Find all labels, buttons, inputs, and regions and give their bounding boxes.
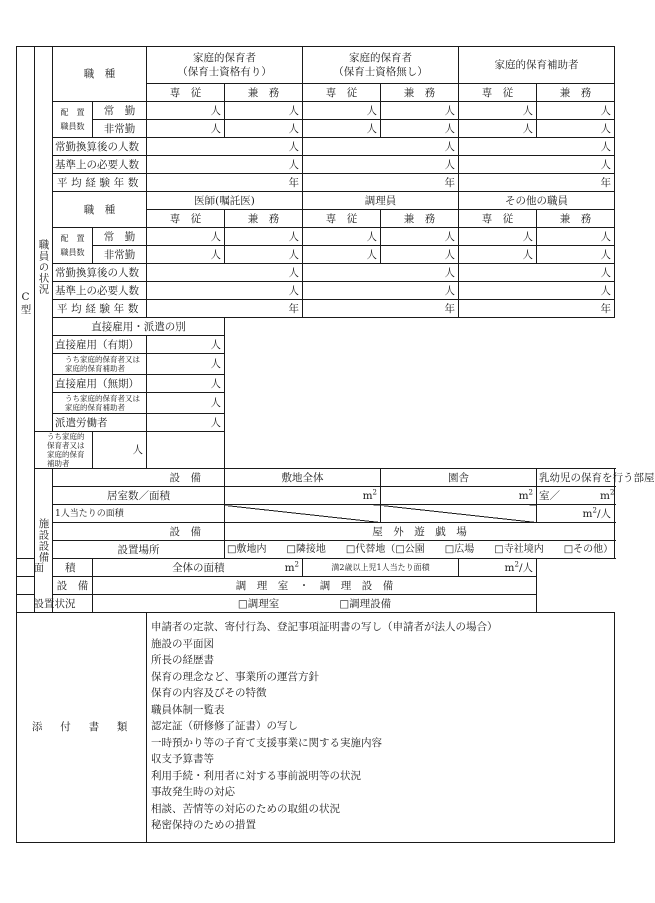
attachment-item: 認定証（研修修了証書）の写し <box>151 720 298 732</box>
count-cell[interactable]: 人 <box>303 282 459 300</box>
attachment-item: 申請者の定款、寄付行為、登記事項証明書の写し（申請者が法人の場合） <box>151 621 498 633</box>
count-cell[interactable]: 人 <box>459 228 537 246</box>
count-cell[interactable]: 人 <box>459 246 537 264</box>
count-cell[interactable]: 人 <box>147 414 225 432</box>
year-cell[interactable]: 年 <box>303 300 459 318</box>
count-cell[interactable]: 人 <box>147 246 225 264</box>
count-cell[interactable]: 人 <box>147 120 225 138</box>
avg-exp-label: 平均経験年数 <box>53 300 147 318</box>
facility-section-label: 施設設備 <box>35 469 53 613</box>
attachment-item: 保育の理念など、事業所の運営方針 <box>151 670 319 683</box>
setsubi-label: 設 備 <box>147 469 225 487</box>
required-label: 基準上の必要人数 <box>53 156 147 174</box>
count-cell[interactable]: 人 <box>147 102 225 120</box>
sub-full: 専 従 <box>303 84 381 102</box>
attachment-item: 収支予算書等 <box>151 753 214 765</box>
year-cell[interactable]: 年 <box>147 300 303 318</box>
count-cell[interactable]: 人 <box>225 120 303 138</box>
attachment-item: 所長の経歴書 <box>151 654 214 666</box>
sub-part: 兼 務 <box>537 84 615 102</box>
attachment-item: 秘密保持のための措置 <box>151 819 256 831</box>
count-cell[interactable]: 人 <box>381 246 459 264</box>
parttime-label: 非常勤 <box>93 246 147 264</box>
count-cell[interactable]: 人 <box>303 120 381 138</box>
job-label-2: 職 種 <box>53 192 147 228</box>
location-options[interactable]: □敷地内 □隣接地 □代替地（□公園 □広場 □寺社境内 □その他） <box>225 541 615 559</box>
per-child-area-cell[interactable]: $m^2/$人 <box>459 559 537 577</box>
fulltime-label: 常 勤 <box>93 102 147 120</box>
count-cell[interactable]: 人 <box>537 228 615 246</box>
setsubi-label: 設 備 <box>147 523 225 541</box>
room-area-cell[interactable]: 室／ $m^2$ <box>537 487 615 505</box>
attachments-list <box>147 613 615 843</box>
employ-fixed-label: 直接雇用（有期） <box>53 336 147 354</box>
blank-cell <box>53 469 147 487</box>
required-label: 基準上の必要人数 <box>53 282 147 300</box>
count-cell[interactable]: 人 <box>381 120 459 138</box>
blank-cell <box>17 577 53 595</box>
count-cell[interactable]: 人 <box>225 228 303 246</box>
col-head-building: 園舎 <box>381 469 537 487</box>
attachment-item: 相談、苦情等の対応のための取組の状況 <box>151 802 340 815</box>
year-cell[interactable]: 年 <box>303 174 459 192</box>
attachment-item: 保育の内容及びその特徴 <box>151 687 267 699</box>
setsubi-label: 設 備 <box>53 577 93 595</box>
count-cell[interactable]: 人 <box>147 375 225 393</box>
count-cell[interactable]: 人 <box>225 102 303 120</box>
count-cell[interactable]: 人 <box>459 264 615 282</box>
rooms-area-label: 居室数／面積 <box>53 487 225 505</box>
attachment-item: 職員体制一覧表 <box>151 703 225 716</box>
year-cell[interactable]: 年 <box>459 174 615 192</box>
haichi-label: 配 置 職員数 <box>53 228 93 264</box>
count-cell[interactable]: 人 <box>147 393 225 414</box>
count-cell[interactable]: 人 <box>303 264 459 282</box>
blank-cell <box>53 523 147 541</box>
parttime-label: 非常勤 <box>93 120 147 138</box>
col-head-cook: 調理員 <box>303 192 459 210</box>
avg-exp-label: 平均経験年数 <box>53 174 147 192</box>
na-cell <box>381 505 537 523</box>
attachment-item: 利用手続・利用者に対する事前説明等の状況 <box>151 769 361 782</box>
type-label-cell <box>17 47 35 559</box>
count-cell[interactable]: 人 <box>147 228 225 246</box>
sub-full: 専 従 <box>459 84 537 102</box>
fulltime-label: 常 勤 <box>93 228 147 246</box>
attachment-item: 事故発生時の対応 <box>151 786 235 798</box>
converted-label: 常勤換算後の人数 <box>53 138 147 156</box>
count-cell[interactable]: 人 <box>303 246 381 264</box>
count-cell[interactable]: 人 <box>459 138 615 156</box>
count-cell[interactable]: 人 <box>381 228 459 246</box>
sub-part: 兼 務 <box>225 210 303 228</box>
col-head-room: 乳幼児の保育を行う部屋 <box>537 469 615 487</box>
col-head-assistant: 家庭的保育補助者 <box>459 47 615 84</box>
count-cell[interactable]: 人 <box>537 246 615 264</box>
count-cell[interactable]: 人 <box>459 102 537 120</box>
sub-full: 専 従 <box>459 210 537 228</box>
per-child-label: 満2歳以上児1人当たり面積 <box>303 559 459 577</box>
count-cell[interactable]: 人 <box>147 282 303 300</box>
col-head-site: 敷地全体 <box>225 469 381 487</box>
kitchen-option-equipment[interactable]: □調理設備 <box>339 597 392 610</box>
employ-header: 直接雇用・派遣の別 <box>53 318 225 336</box>
sub-part: 兼 務 <box>537 210 615 228</box>
count-cell[interactable]: 人 <box>147 138 303 156</box>
per-person-area-cell[interactable]: $m^2/$人 <box>537 505 615 523</box>
count-cell[interactable]: 人 <box>303 228 381 246</box>
attachments-label: 添 付 書 類 <box>17 613 147 843</box>
attachment-item: 一時預かり等の子育て支援事業に関する実施内容 <box>151 736 382 749</box>
count-cell[interactable]: 人 <box>381 102 459 120</box>
staff-section-label: 職員の状況 <box>35 102 53 432</box>
area-label: 面 積 <box>17 559 93 577</box>
count-cell[interactable]: 人 <box>303 102 381 120</box>
col-head-nursery-qualified: 家庭的保育者 （保育士資格有り） <box>147 47 303 84</box>
haichi-label: 配 置 職員数 <box>53 102 93 138</box>
employ-sub-label: うち家庭的保育者又は家庭的保育補助者 <box>53 393 147 414</box>
outdoor-header: 屋 外 遊 戯 場 <box>225 523 615 541</box>
per-person-label: 1人当たりの面積 <box>53 505 225 523</box>
employ-sub-label: うち家庭的保育者又は家庭的保育補助者 <box>53 354 147 375</box>
count-cell[interactable]: 人 <box>459 282 615 300</box>
location-label: 設置場所 <box>53 541 225 559</box>
sub-full: 専 従 <box>303 210 381 228</box>
kitchen-header: 調 理 室 ・ 調 理 設 備 <box>93 577 537 595</box>
attachment-item: 施設の平面図 <box>151 637 214 650</box>
count-cell[interactable]: 人 <box>147 264 303 282</box>
job-label-1: 職 種 <box>53 47 147 102</box>
count-cell[interactable]: 人 <box>303 138 459 156</box>
year-cell[interactable]: 年 <box>147 174 303 192</box>
sub-part: 兼 務 <box>381 210 459 228</box>
count-cell[interactable]: 人 <box>537 102 615 120</box>
count-cell[interactable]: 人 <box>537 120 615 138</box>
sub-full: 専 従 <box>147 84 225 102</box>
status-label: 設置状況 <box>17 595 93 613</box>
na-cell <box>225 505 381 523</box>
col-head-other: その他の職員 <box>459 192 615 210</box>
count-cell[interactable]: 人 <box>303 156 459 174</box>
count-cell[interactable]: 人 <box>459 120 537 138</box>
count-cell[interactable]: 人 <box>459 156 615 174</box>
employ-dispatch-label: 派遣労働者 <box>53 414 147 432</box>
col-head-doctor: 医師(嘱託医) <box>147 192 303 210</box>
count-cell[interactable]: 人 <box>147 336 225 354</box>
type-label: C型 <box>19 290 32 315</box>
sub-part: 兼 務 <box>381 84 459 102</box>
blank-area <box>225 318 615 469</box>
kitchen-options[interactable] <box>93 595 537 613</box>
area-cell[interactable]: $m^2$ <box>225 487 381 505</box>
sub-part: 兼 務 <box>225 84 303 102</box>
count-cell[interactable]: 人 <box>147 156 303 174</box>
area-cell[interactable]: $m^2$ <box>381 487 537 505</box>
blank-cell <box>35 47 53 102</box>
col-head-nursery-unqualified: 家庭的保育者 （保育士資格無し） <box>303 47 459 84</box>
year-cell[interactable]: 年 <box>459 300 615 318</box>
count-cell[interactable]: 人 <box>147 354 225 375</box>
count-cell[interactable]: 人 <box>93 432 147 469</box>
employ-sub-label: うち家庭的保育者又は家庭的保育補助者 <box>35 432 93 469</box>
employ-unfixed-label: 直接雇用（無期） <box>53 375 147 393</box>
total-area-cell[interactable]: 全体の面積 $m^2$ <box>93 559 303 577</box>
application-form-table <box>16 46 655 843</box>
sub-full: 専 従 <box>147 210 225 228</box>
count-cell[interactable]: 人 <box>225 246 303 264</box>
kitchen-option-room[interactable]: □調理室 <box>237 597 280 610</box>
converted-label: 常勤換算後の人数 <box>53 264 147 282</box>
